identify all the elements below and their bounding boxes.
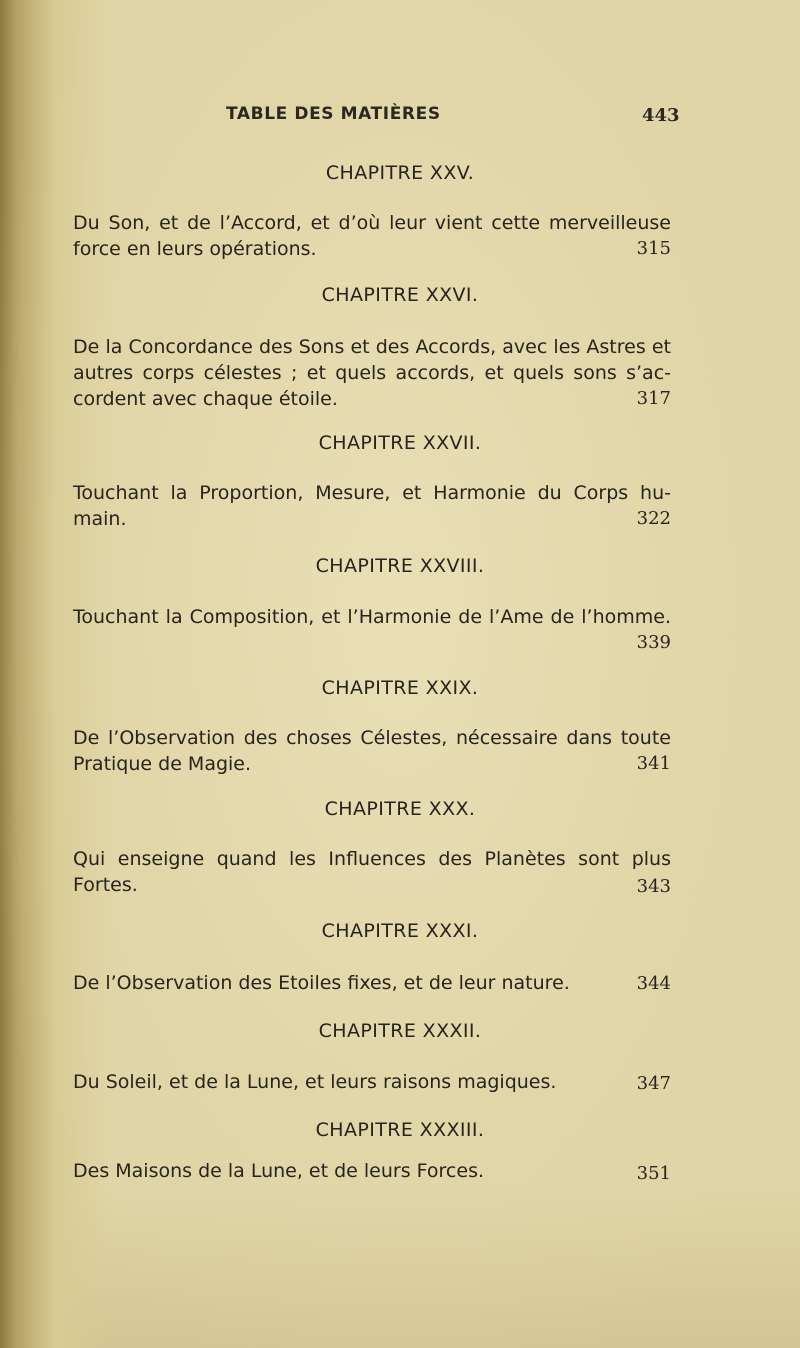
chapter-title: CHAPITRE XXV. xyxy=(325,162,475,184)
chapter-summary xyxy=(73,1158,671,1184)
chapter-title: CHAPITRE XXIX. xyxy=(321,677,479,699)
chapter-page-number: 322 xyxy=(636,508,671,529)
chapter-summary xyxy=(73,970,671,996)
chapter-summary xyxy=(73,604,671,656)
chapter-summary xyxy=(73,846,671,898)
page-number: 443 xyxy=(642,105,680,126)
summary-line: force en leurs opérations. xyxy=(73,238,317,260)
chapter-page-number: 317 xyxy=(636,388,671,409)
summary-line: Pratique de Magie. xyxy=(73,753,252,775)
chapter-page-number: 351 xyxy=(636,1163,671,1184)
chapter-page-number: 339 xyxy=(636,632,671,653)
summary-line: main. xyxy=(73,508,127,530)
chapter-page-number: 343 xyxy=(636,876,671,897)
chapter-summary xyxy=(73,725,671,777)
summary-line: Fortes. xyxy=(73,874,138,896)
page-header xyxy=(0,104,800,134)
summary-line: De l’Observation des Etoiles fixes, et de leur nature. xyxy=(73,972,570,994)
summary-line: Qui enseigne quand les Influences des Planètes sont plus xyxy=(73,848,671,870)
summary-line: De l’Observation des choses Célestes, nécessaire dans toute xyxy=(73,727,671,749)
chapter-summary xyxy=(73,210,671,262)
summary-line: Touchant la Proportion, Mesure, et Harmonie du Corps hu- xyxy=(73,482,671,504)
chapter-summary xyxy=(73,1069,671,1095)
chapter-summary xyxy=(73,480,671,532)
chapter-page-number: 341 xyxy=(636,753,671,774)
summary-line: Des Maisons de la Lune, et de leurs Forces. xyxy=(73,1160,485,1182)
summary-line: Touchant la Composition, et l’Harmonie de l’Ame de l’homme. xyxy=(73,606,671,628)
summary-line: autres corps célestes ; et quels accords, et quels sons s’ac- xyxy=(73,362,671,384)
chapter-page-number: 347 xyxy=(636,1073,671,1094)
summary-line: Du Son, et de l’Accord, et d’où leur vient cette merveilleuse xyxy=(73,212,671,234)
chapter-summary xyxy=(73,334,671,412)
summary-line: De la Concordance des Sons et des Accords, avec les Astres et xyxy=(73,336,671,358)
chapter-page-number: 315 xyxy=(636,238,671,259)
chapter-title: CHAPITRE XXXII. xyxy=(318,1020,482,1042)
chapter-title: CHAPITRE XXXI. xyxy=(321,920,479,942)
summary-line: Du Soleil, et de la Lune, et leurs raisons magiques. xyxy=(73,1071,557,1093)
chapter-title: CHAPITRE XXXIII. xyxy=(315,1119,485,1141)
summary-line: cordent avec chaque étoile. xyxy=(73,388,338,410)
chapter-page-number: 344 xyxy=(636,973,671,994)
chapter-title: CHAPITRE XXX. xyxy=(324,798,476,820)
chapter-title: CHAPITRE XXVI. xyxy=(321,284,479,306)
chapter-title: CHAPITRE XXVIII. xyxy=(315,555,485,577)
running-title: TABLE DES MATIÈRES xyxy=(226,104,441,124)
chapter-title: CHAPITRE XXVII. xyxy=(318,432,482,454)
